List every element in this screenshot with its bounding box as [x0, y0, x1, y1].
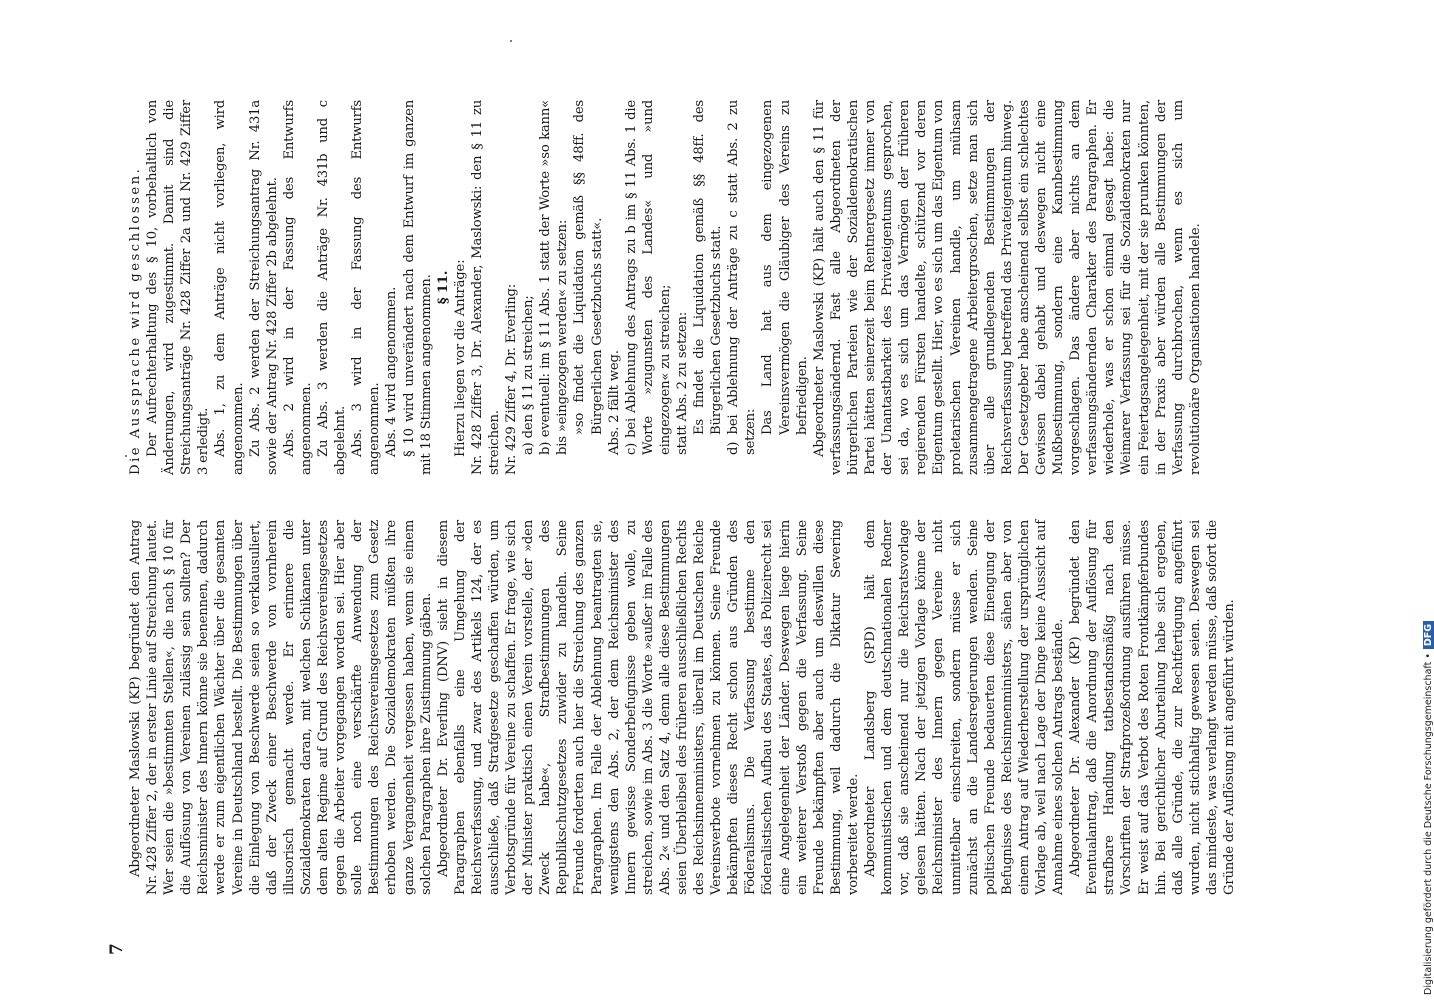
- left-column: [127, 520, 1238, 895]
- motion-428-3: Nr. 428 Ziffer 3, Dr. Alexander, Maslowski: den § 11 zu streichen.: [469, 100, 502, 475]
- motion-item-c-set: statt Abs. 2 zu setzen:: [675, 311, 690, 455]
- dfg-credit-text: Digitalisierung gefördert durch die Deutsche Forschungsgemeinschaft •: [1423, 653, 1434, 995]
- scan-speck: [510, 40, 512, 42]
- abs3-adopted: Abs. 3 wird in der Fassung des Entwurfs angenommen.: [350, 100, 383, 475]
- motion-item-b-abs2: Abs. 2 fällt weg.: [606, 350, 622, 455]
- abs4-adopted: Abs. 4 wird angenommen.: [384, 286, 400, 457]
- paragraph-10-final-vote: § 10 wird unverändert nach dem Entwurf im ganzen mit 18 Stimmen angenommen.: [401, 100, 434, 475]
- motion-item-b-quote: »so findet die Liquidation gemäß §§ 48ff. des Bürgerlichen Gesetzbuchs statt«.: [572, 100, 605, 435]
- paragraph-alexander: Abgeordneter Dr. Alexander (KP) begründet den Eventualantrag, daß die Anordnung der Auflösung für strafbare Handlung tatbestandsmäßig nach den Vorschriften der Strafprozeßordnung ausführen müsse. Er weist auf das Verbot des Roten Frontkämpferbundes hin. Bei gerichtlicher Aburteilung habe sich ergeben, daß alle Gründe, die zur Rechtfertigung angeführt wurden, nicht stichhaltig gewesen seien. Deswegen sei das mindeste, was verlangt werden müsse, daß sofort die Gründe der Auflösung mit angeführt würden.: [1068, 520, 1237, 895]
- section-heading-11: § 11.: [435, 270, 451, 305]
- motion-item-c: c) bei Ablehnung des Antrags zu b im § 11 Abs. 1 die Worte »zugunsten des Landes« und »und eingezogen« zu streichen;: [623, 100, 673, 455]
- paragraph-maslowski-11: Abgeordneter Maslowski (KP) hält auch den § 11 für verfassungsändernd. Fast alle Abgeordneten der bürgerlichen Parteien wie der Sozialdemokratischen Partei hätten seinerzeit beim Rentnergesetz immer von der Unantastbarkeit des Privateigentums gesprochen, sei da, wo es sich um das Vermögen der früheren regierenden Fürsten handelte, schützend vor deren Eigentum gestellt. Hier, wo es sich um das Eigentum von proletarischen Vereinen handle, um mühsam zusammengetragene Arbeitergroschen, setze man sich über alle grundlegenden Bestimmungen der Reichsverfassung betreffend das Privateigentum hinweg. Der Gesetzgeber habe anscheinend selbst ein schlechtes Gewissen dabei gehabt und deswegen nicht eine Mußbestimmung, sondern eine Kannbestimmung vorgeschlagen. Das ändere aber nichts an dem verfassungsändernden Charakter des Paragraphen. Er wiederhole, was er schon einmal gesagt habe: die Weimarer Verfassung sei für die Sozialdemokraten nur ein Feiertagsangelegenheit, mit der sie prunken könnten, in der Praxis aber würden alle Bestimmungen der Verfassung durchbrochen, wenn es sich um revolutionäre Organisationen handele.: [811, 100, 1203, 475]
- dfg-logo: DFG: [1423, 621, 1434, 649]
- abs1-adopted: Abs. 1, zu dem Anträge nicht vorliegen, wird angenommen.: [213, 100, 246, 475]
- page-number: 7: [107, 943, 127, 955]
- scan-speck: [125, 455, 127, 457]
- paragraph-everling: Abgeordneter Dr. Everling (DNV) sieht in diesem Paragraphen ebenfalls eine Umgehung der Reichsverfassung, und zwar des Artikels 124, der es ausschließe, daß Strafgesetze geschaffen würden, um Verbotsgründe für Vereine zu schaffen. Er frage, wie sich der Minister praktisch einen Verein vorstelle, der »den Zweck habe«, Strafbestimmungen des Republikschutzgesetzes zuwider zu handeln. Seine Freunde forderten auch hier die Streichung des ganzen Paragraphen. Im Falle der Ablehnung beantragten sie, wenigstens den Abs. 2, der dem Reichsminister des Innern gewisse Sonderbefugnisse geben wolle, zu streichen, sowie im Abs. 3 die Worte »außer im Falle des Abs. 2« und den Satz 4, denn alle diese Bestimmungen seien Überbleibsel des früheren ausschließlichen Rechts des Reichsinnenministers, überall im Deutschen Reiche Vereinsverbote vornehmen zu können. Seine Freunde bekämpften dieses Recht schon aus Gründen des Föderalismus. Die Verfassung bestimme den föderalistischen Aufbau des Staates, das Polizeirecht sei eine Angelegenheit der Länder. Deswegen liege hierin ein weiterer Verstoß gegen die Verfassung. Seine Freunde bekämpften aber auch um deswillen diese Bestimmung, weil dadurch die Diktatur Severing vorbereitet werde.: [435, 520, 861, 895]
- motion-item-d: d) bei Ablehnung der Anträge zu c statt Abs. 2 zu setzen:: [726, 100, 759, 455]
- paragraph-10-retained: Der Aufrechterhaltung des § 10, vorbehaltlich von Änderungen, wird zugestimmt. Damit sind die Streichungsanträge Nr. 428 Ziffer 2a und Nr. 429 Ziffer 3 erledigt.: [145, 100, 212, 475]
- motions-intro: Hierzu liegen vor die Anträge:: [452, 259, 468, 457]
- abs3-motions-rejected: Zu Abs. 3 werden die Anträge Nr. 431b und c abgelehnt.: [316, 100, 349, 475]
- motion-item-c-quote: Es findet die Liquidation gemäß §§ 48ff. des Bürgerlichen Gesetzbuchs statt.: [692, 100, 725, 435]
- abs2-adopted: Abs. 2 wird in der Fassung des Entwurfs angenommen.: [281, 100, 314, 475]
- motion-429-4: Nr. 429 Ziffer 4, Dr. Everling:: [504, 284, 520, 475]
- paragraph-landsberg: Abgeordneter Landsberg (SPD) hält dem kommunistischen und dem deutschnationalen Redner vor, daß sie anscheinend nur die Reichsratsvorlage gelesen hätten. Nach der jetzigen Vorlage könne der Reichsminister des Innern gegen Vereine nicht unmittelbar einschreiten, sondern müsse er sich zunächst an die Landesregierungen wenden. Seine politischen Freunde bedauerten diese Einengung der Befugnisse des Reichsinnenministers, sähen aber von einem Antrag auf Wiederherstellung der ursprünglichen Vorlage ab, weil nach Lage der Dinge keine Aussicht auf Annahme eines solchen Antrags bestände.: [863, 520, 1067, 895]
- motion-item-d-quote: Das Land hat aus dem eingezogenen Vereinsvermögen die Gläubiger des Vereins zu befriedigen.: [760, 100, 810, 435]
- paragraph-maslowski-428: Abgeordneter Maslowski (KP) begründet den Antrag Nr. 428 Ziffer 2, der in erster Linie auf Streichung lautet. Wer seien die »bestimmten Stellen«, die nach § 10 für die Auflösung von Vereinen zulässig sein sollten? Der Reichsminister des Innern könne sie benennen, dadurch werde er zum eigentlichen Wächter über die gesamten Vereine in Deutschland bestellt. Die Bestimmungen über die Einlegung von Beschwerde seien so verklausuliert, daß der Zweck einer Beschwerde von vornherein illusorisch gemacht werde. Er erinnere die Sozialdemokraten daran, mit welchen Schikanen unter dem alten Regime auf Grund des Reichsvereinsgesetzes gegen die Arbeiter vorgegangen worden sei. Hier aber solle noch eine verschärfte Anwendung der Bestimmungen des Reichsvereinsgesetzes zum Gesetz erhoben werden. Die Sozialdemokraten müßten ihre ganze Vergangenheit vergessen haben, wenn sie einem solchen Paragraphen ihre Zustimmung gäben.: [128, 520, 434, 895]
- motion-item-a: a) den § 11 zu streichen;: [521, 295, 537, 455]
- abs2-motions-rejected: Zu Abs. 2 werden der Streichungsantrag Nr. 431a sowie der Antrag Nr. 428 Ziffer 2b abgelehnt.: [247, 100, 280, 475]
- right-column: [127, 100, 1204, 475]
- motion-item-b: b) eventuell: im § 11 Abs. 1 statt der Worte »so kann« bis »eingezogen werden« zu setzen:: [538, 100, 571, 455]
- debate-closed-line: Die Aussprache wird geschlossen.: [128, 166, 143, 475]
- dfg-credit-line: [1423, 621, 1434, 995]
- rotated-document-page: [105, 85, 1237, 955]
